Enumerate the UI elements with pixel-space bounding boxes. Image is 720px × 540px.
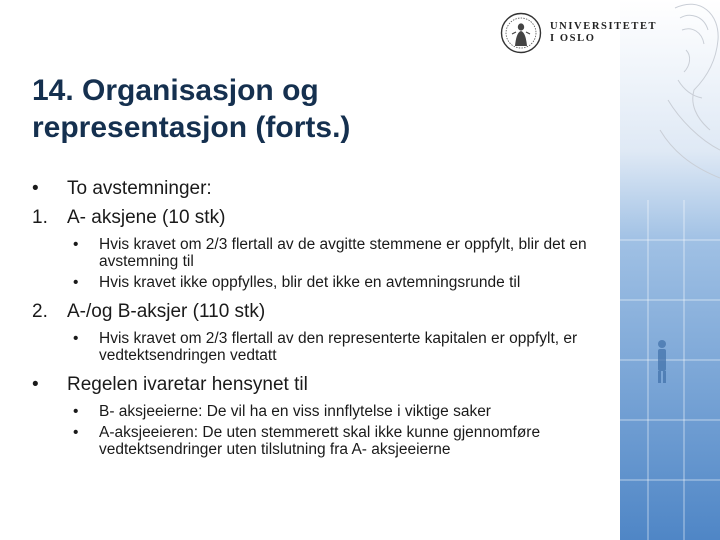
sub-bullet-text: A-aksjeeieren: De uten stemmerett skal ikke kunne gjennomføre vedtektsendringer uten tilslutning fra A- aksjeeierne — [99, 424, 541, 458]
bullet-marker: • — [32, 178, 39, 199]
bullet-text: Regelen ivaretar hensynet til — [67, 374, 308, 395]
slide-body — [32, 178, 632, 462]
bullet-item — [32, 374, 632, 396]
university-logo — [500, 12, 657, 54]
statue-illustration — [620, 0, 720, 540]
bullet-marker: • — [73, 236, 79, 253]
logo-line-2: I OSLO — [550, 33, 596, 44]
sub-bullet-text: Hvis kravet ikke oppfylles, blir det ikke en avtemningsrunde til — [99, 274, 521, 291]
bullet-item — [32, 178, 632, 200]
sub-bullet-item — [67, 236, 632, 270]
bullet-marker: • — [32, 374, 39, 395]
numbered-text: A-/og B-aksjer (110 stk) — [67, 301, 266, 322]
slide-title — [32, 72, 592, 146]
numbered-item — [32, 207, 632, 229]
logo-line-1: UNIVERSITETET — [550, 21, 658, 32]
sub-bullet-item — [67, 403, 632, 420]
sub-bullet-item — [67, 330, 632, 364]
decorative-statue-band — [620, 0, 720, 540]
bullet-marker: • — [73, 330, 79, 347]
bullet-marker: • — [73, 403, 79, 420]
sub-bullet-text: Hvis kravet om 2/3 flertall av de avgitte stemmene er oppfylt, blir det en avstemning til — [99, 236, 587, 270]
bullet-marker: • — [73, 274, 79, 291]
university-name — [550, 21, 657, 45]
bullet-marker: • — [73, 424, 79, 441]
sub-bullet-text: B- aksjeeierne: De vil ha en viss innflytelse i viktige saker — [99, 403, 491, 420]
bullet-text: To avstemninger: — [67, 178, 212, 199]
sub-bullet-item — [67, 424, 632, 458]
sub-bullet-item — [67, 274, 632, 291]
title-line-2: representasjon (forts.) — [32, 111, 351, 144]
title-line-1: 14. Organisasjon og — [32, 74, 319, 107]
number-marker: 2. — [32, 301, 48, 322]
numbered-text: A- aksjene (10 stk) — [67, 207, 226, 228]
number-marker: 1. — [32, 207, 48, 228]
sub-bullet-text: Hvis kravet om 2/3 flertall av den representerte kapitalen er oppfylt, er vedtektsendringen vedtatt — [99, 330, 578, 364]
numbered-item — [32, 301, 632, 323]
university-seal-icon — [500, 12, 542, 54]
